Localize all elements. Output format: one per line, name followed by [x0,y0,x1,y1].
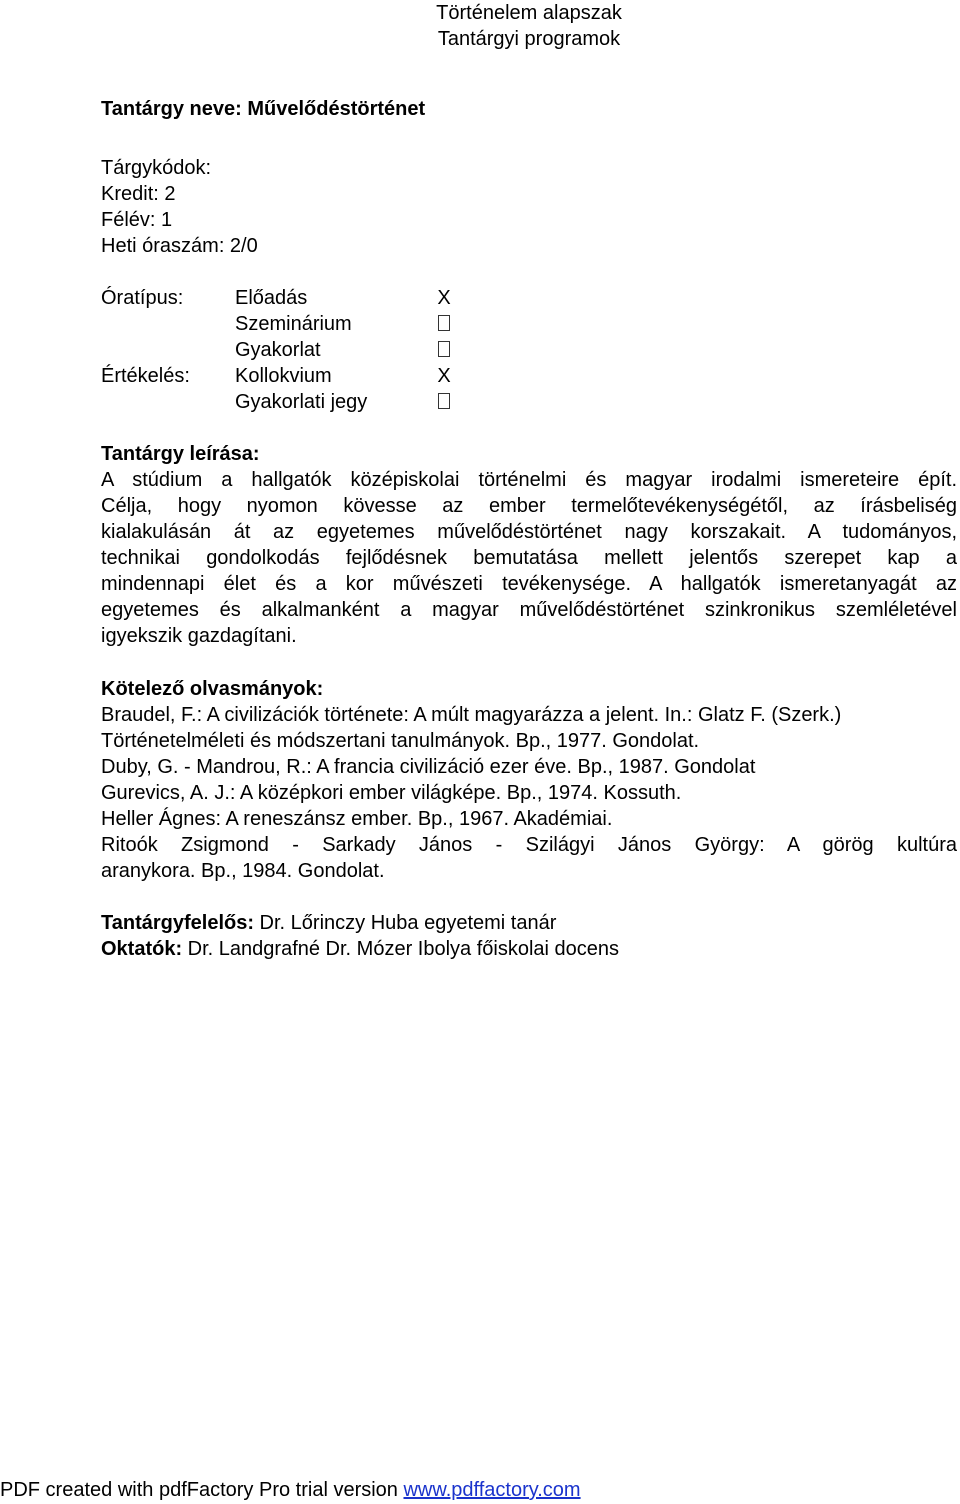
type-row [101,337,461,363]
reading-line: Duby, G. - Mandrou, R.: A francia civilizáció ezer éve. Bp., 1987. Gondolat [101,756,756,778]
readings-heading: Kötelező olvasmányok: [101,678,324,700]
type-item: Kollokvium [235,365,332,387]
description-line: egyetemes és alkalmanként a magyar művelődéstörténet szinkronikus szemléletével [101,599,957,621]
empty-checkbox-icon [434,389,454,415]
reading-line: aranykora. Bp., 1984. Gondolat. [101,860,385,882]
type-row [101,389,461,415]
header-program: Történelem alapszak [436,2,622,24]
type-item: Előadás [235,287,308,309]
teachers-label: Oktatók: [101,938,183,960]
reading-line: Történetelméleti és módszertani tanulmányok. Bp., 1977. Gondolat. [101,730,700,752]
responsible-label: Tantárgyfelelős: [101,912,254,934]
header-subtitle: Tantárgyi programok [437,28,621,50]
type-row [101,311,461,337]
teachers-line [101,936,619,962]
subject-title [101,96,425,122]
description-line: A stúdium a hallgatók középiskolai történelmi és magyar irodalmi ismereteire épít. [101,469,957,491]
subject-label: Tantárgy neve: [101,98,242,120]
info-codes: Tárgykódok: [101,157,212,179]
reading-line: Braudel, F.: A civilizációk története: A múlt magyarázza a jelent. In.: Glatz F. (Szerk.) [101,704,842,726]
description-heading: Tantárgy leírása: [101,443,260,465]
description-line: technikai gondolkodás fejlődésnek bemutatása mellett jelentős szerepet kap a [101,547,957,569]
empty-checkbox-icon [434,311,454,337]
description-line: kialakulásán át az egyetemes művelődéstörténet nagy korszakait. A tudományos, [101,521,957,543]
description-line: igyekszik gazdagítani. [101,625,297,647]
type-item: Gyakorlati jegy [235,391,368,413]
type-item: Gyakorlat [235,339,321,361]
teachers-name: Dr. Landgrafné Dr. Mózer Ibolya főiskolai docens [182,938,620,960]
subject-name: Művelődéstörténet [247,98,426,120]
info-semester: Félév: 1 [101,209,173,231]
info-credit: Kredit: 2 [101,183,176,205]
info-weekly-hours: Heti óraszám: 2/0 [101,235,258,257]
type-mark: X [437,287,451,309]
type-item: Szeminárium [235,313,352,335]
empty-checkbox-icon [434,337,454,363]
pdf-footer [0,1478,581,1502]
footer-text: PDF created with pdfFactory Pro trial version [0,1479,404,1501]
type-mark: X [437,365,451,387]
evaluation-label: Értékelés: [101,365,190,387]
reading-line: Gurevics, A. J.: A középkori ember világképe. Bp., 1974. Kossuth. [101,782,682,804]
reading-line: Ritoók Zsigmond - Sarkady János - Szilágyi János György: A görög kultúra [101,834,957,856]
description-line: mindennapi élet és a kor művészeti tevékenysége. A hallgatók ismeretanyagát az [101,573,957,595]
reading-line: Heller Ágnes: A reneszánsz ember. Bp., 1967. Akadémiai. [101,808,613,830]
footer-link[interactable]: www.pdffactory.com [403,1479,581,1501]
description-line: Célja, hogy nyomon kövesse az ember termelőtevékenységétől, az írásbeliség [101,495,957,517]
hours-type-label: Óratípus: [101,287,184,309]
responsible-line [101,910,556,936]
type-row [101,285,461,311]
type-row [101,363,461,389]
responsible-name: Dr. Lőrinczy Huba egyetemi tanár [254,912,557,934]
